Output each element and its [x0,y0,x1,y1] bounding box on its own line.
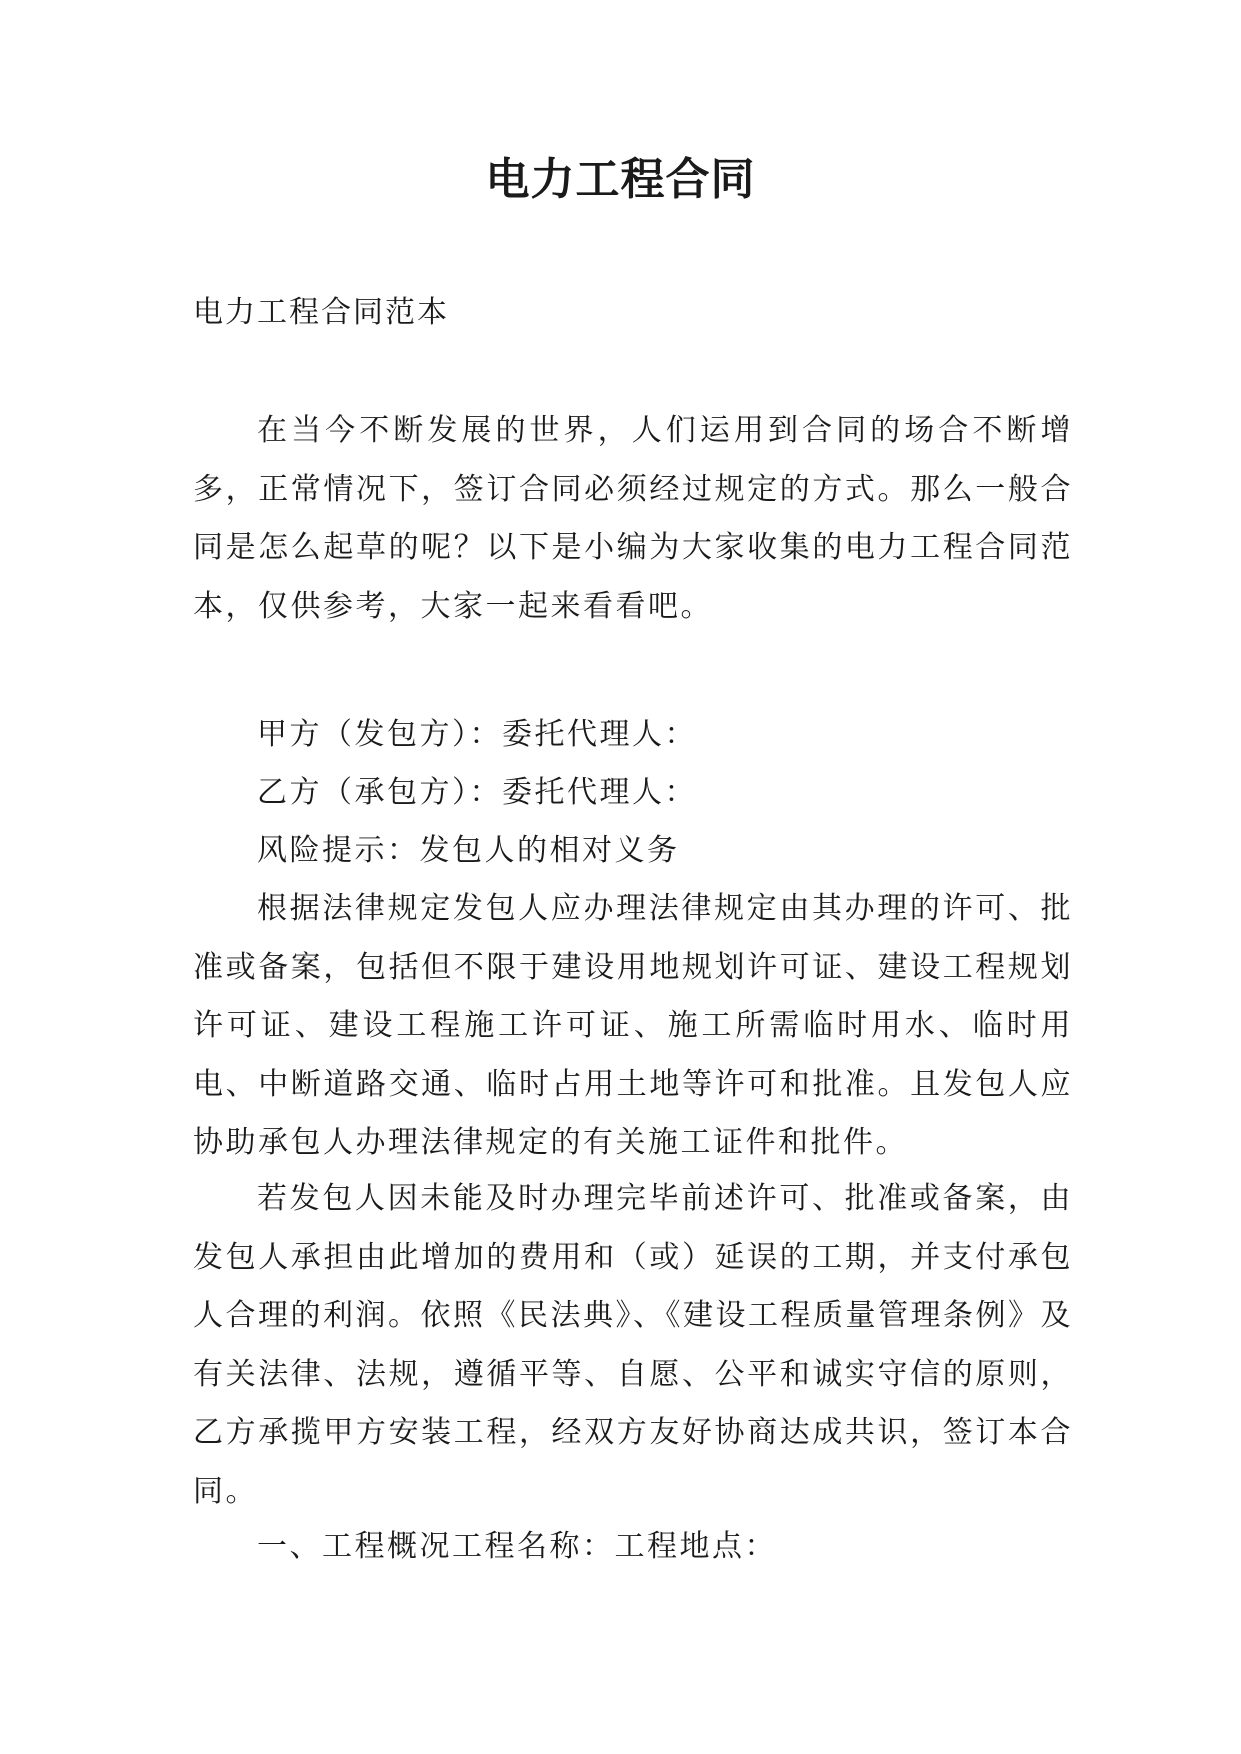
intro-paragraph: 在当今不断发展的世界，人们运用到合同的场合不断增多，正常情况下，签订合同必须经过规定的方式。那么一般合同是怎么起草的呢？以下是小编为大家收集的电力工程合同范本，仅供参考，大家一起来看看吧。 [193,413,1073,624]
legal-requirements-paragraph: 根据法律规定发包人应办理法律规定由其办理的许可、批准或备案，包括但不限于建设用地规划许可证、建设工程规划许可证、建设工程施工许可证、施工所需临时用水、临时用电、中断道路交通、临时占用土地等许可和批准。且发包人应协助承包人办理法律规定的有关施工证件和批件。 [193,891,1073,1160]
project-overview-heading: 一、工程概况工程名称：工程地点： [257,1529,777,1564]
document-title: 电力工程合同 [485,154,756,205]
document-subtitle: 电力工程合同范本 [193,295,449,330]
party-b-line: 乙方（承包方）：委托代理人： [257,775,697,810]
delay-liability-paragraph: 若发包人因未能及时办理完毕前述许可、批准或备案，由发包人承担由此增加的费用和（或）延误的工期，并支付承包人合理的利润。依照《民法典》、《建设工程质量管理条例》及有关法律、法规，遵循平等、自愿、公平和诚实守信的原则，乙方承揽甲方安装工程，经双方友好协商达成共识，签订本合同。 [193,1181,1073,1509]
party-a-line: 甲方（发包方）：委托代理人： [257,717,697,752]
risk-notice-line: 风险提示：发包人的相对义务 [257,833,680,868]
